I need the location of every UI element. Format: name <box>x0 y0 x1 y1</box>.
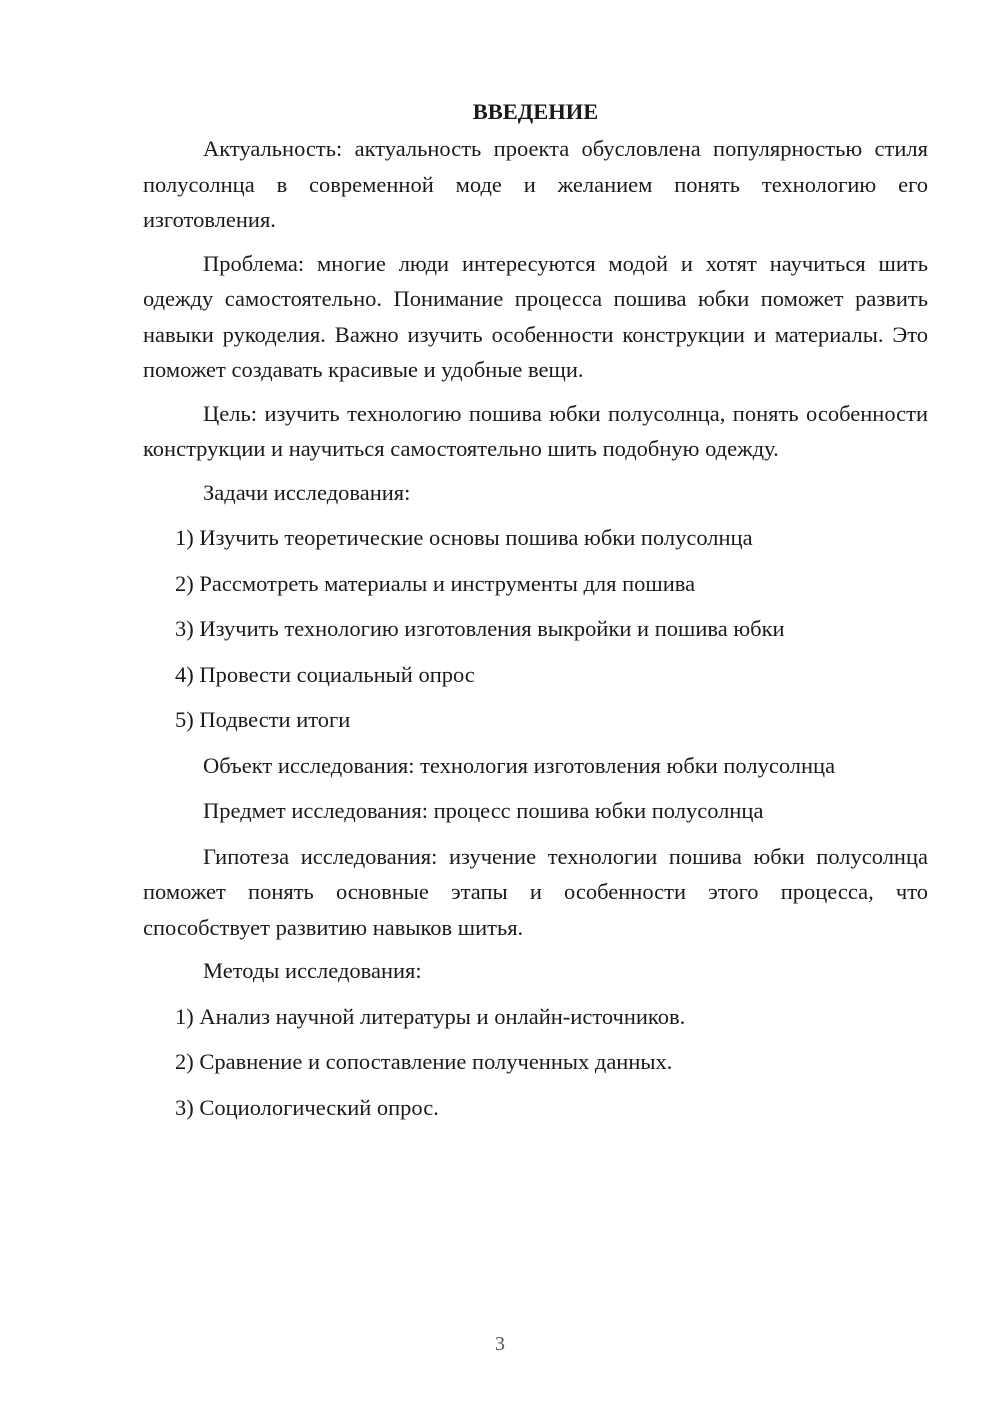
list-item: 4) Провести социальный опрос <box>175 661 475 687</box>
methods-heading: Методы исследования: <box>203 958 422 983</box>
research-subject: Предмет исследования: процесс пошива юбки полусолнца <box>203 798 764 823</box>
page-title: ВВЕДЕНИЕ <box>472 99 599 124</box>
methods-list <box>143 999 928 1126</box>
list-item: 1) Изучить теоретические основы пошива юбки полусолнца <box>175 525 753 550</box>
hypothesis-paragraph: Гипотеза исследования: изучение технологии пошива юбки полусолнца поможет понять основные этапы и особенности этого процесса, что способствует развитию навыков шитья. <box>143 843 928 940</box>
problem-paragraph: Проблема: многие люди интересуются модой и хотят научиться шить одежду самостоятельно. Понимание процесса пошива юбки поможет развить навыки рукоделия. Важно изучить особенности конструкции и материалы. Это поможет создавать красивые и удобные вещи. <box>143 250 928 382</box>
tasks-heading: Задачи исследования: <box>203 479 411 505</box>
list-item: 3) Изучить технологию изготовления выкройки и пошива юбки <box>175 616 785 641</box>
list-item: 2) Рассмотреть материалы и инструменты для пошива <box>175 570 696 596</box>
research-object: Объект исследования: технология изготовления юбки полусолнца <box>203 752 836 778</box>
relevance-paragraph: Актуальность: актуальность проекта обусловлена популярностью стиля полусолнца в современной моде и желанием понять технологию его изготовления. <box>143 136 928 232</box>
page-content <box>143 94 928 1135</box>
goal-paragraph: Цель: изучить технологию пошива юбки полусолнца, понять особенности конструкции и научиться самостоятельно шить подобную одежду. <box>143 400 928 461</box>
list-item: 1) Анализ научной литературы и онлайн-источников. <box>175 1003 686 1029</box>
tasks-list <box>143 520 928 738</box>
list-item: 5) Подвести итоги <box>175 707 351 732</box>
page-number: 3 <box>495 1333 505 1355</box>
list-item: 3) Социологический опрос. <box>175 1094 439 1120</box>
list-item: 2) Сравнение и сопоставление полученных данных. <box>175 1049 673 1074</box>
